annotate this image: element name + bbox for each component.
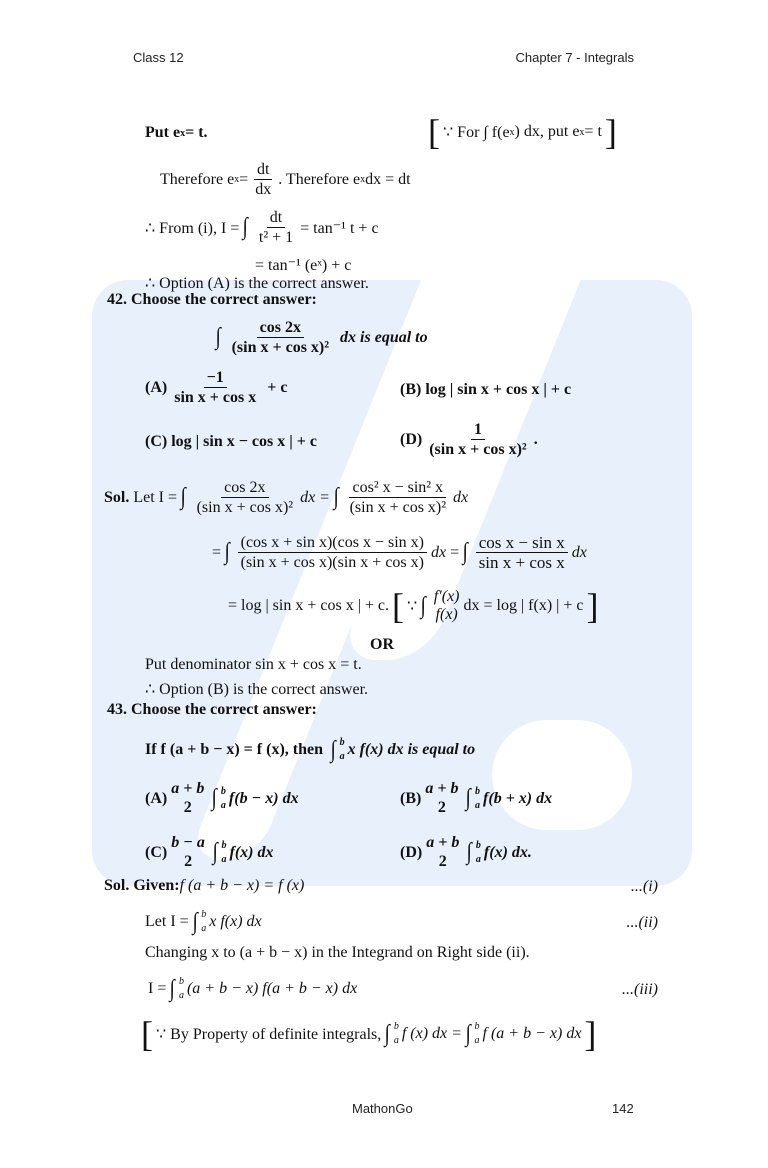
header-chapter: Chapter 7 - Integrals bbox=[515, 50, 634, 65]
q42-sol-line3: = log | sin x + cos x | + c. [ ∵ ∫ f′(x) f(x) dx = log | f(x) | + c ] bbox=[228, 586, 599, 626]
q42-option-b: (B) log | sin x + cos x | + c bbox=[400, 381, 572, 398]
q42-integral: ∫ $\frac{\cos 2x}{\text{(sin x + cos x)²}}$ dx is equal to bbox=[215, 319, 428, 356]
q43-changing: Changing x to (a + b − x) in the Integrand on Right side (ii). bbox=[145, 944, 530, 961]
option-b-answer: ∴ Option (B) is the correct answer. bbox=[145, 681, 369, 698]
q43-given: Sol. Given: f (a + b − x) = f (x) bbox=[104, 877, 305, 894]
question-43-title: 43. Choose the correct answer: bbox=[107, 701, 317, 718]
property-bracket: [ ∵ By Property of definite integrals, ∫ b a f (x) dx = ∫ b a f (a + b − x) dx ] bbox=[141, 1014, 597, 1054]
q42-option-a: (A) $\frac{-1}{\text{sin x + cos x}}$ + c bbox=[145, 369, 288, 406]
q43-option-b: (B) a + b 2 ∫ b a f(b + x) dx bbox=[400, 780, 553, 816]
question-42-title: 42. Choose the correct answer: bbox=[107, 291, 317, 308]
page-number: 142 bbox=[612, 1101, 634, 1116]
q42-sol-line2: = ∫ $\frac{\text{(cos x + sin x)(cos x − sin x)}}{\text{(sin x + cos x)(sin x + cos x)}}$ dx = ∫ $\frac{\text{cos x − sin x}}{\text{sin x + cos x}}$ dx bbox=[212, 533, 587, 572]
q43-option-c: (C) b − a 2 ∫ b a f(x) dx bbox=[145, 834, 274, 870]
therefore-line: Therefore e x = $\frac{dt}{dx}$ . Therefore e x dx = dt bbox=[160, 161, 411, 198]
footer-brand: MathonGo bbox=[352, 1101, 413, 1116]
put-line: Put e x = t. bbox=[145, 124, 208, 141]
option-a-answer: ∴ Option (A) is the correct answer. bbox=[145, 275, 369, 292]
header-class: Class 12 bbox=[133, 50, 184, 65]
ref-iii: ...(iii) bbox=[622, 981, 658, 998]
q43-statement: If f (a + b − x) = f (x), then ∫ b a x f(x) dx is equal to bbox=[145, 736, 476, 763]
result-line: = tan⁻¹ (eˣ) + c bbox=[255, 257, 352, 274]
from-line: ∴ From (i), I = ∫ $\frac{dt}{\text{t² + 1}}$ = tan⁻¹ t + c bbox=[145, 209, 379, 246]
q42-option-c: (C) log | sin x − cos x | + c bbox=[145, 433, 317, 450]
q43-let: Let I = ∫ b a x f(x) dx bbox=[145, 908, 262, 935]
hint-bracket: [ ∵ For ∫ f(e x ) dx, put e x = t ] bbox=[428, 112, 617, 152]
put-denominator: Put denominator sin x + cos x = t. bbox=[145, 656, 362, 673]
or-label: OR bbox=[370, 636, 394, 653]
q42-sol-line1: Sol. Let I = ∫ $\frac{\cos 2x}{\text{(sin x + cos x)²}}$ dx = ∫ $\frac{\text{cos² x − sin² x}}{\text{(sin x + cos x)²}}$ dx bbox=[104, 479, 469, 516]
q43-option-a: (A) a + b 2 ∫ b a f(b − x) dx bbox=[145, 780, 299, 816]
q43-i-eq: I = ∫ b a (a + b − x) f(a + b − x) dx bbox=[148, 975, 358, 1002]
ref-i: ...(i) bbox=[630, 878, 658, 895]
q43-option-d: (D) a + b 2 ∫ b a f(x) dx. bbox=[400, 834, 532, 870]
ref-ii: ...(ii) bbox=[626, 914, 658, 931]
q42-option-d: (D) $\frac{1}{\text{(sin x + cos x)²}}$ . bbox=[400, 421, 538, 458]
